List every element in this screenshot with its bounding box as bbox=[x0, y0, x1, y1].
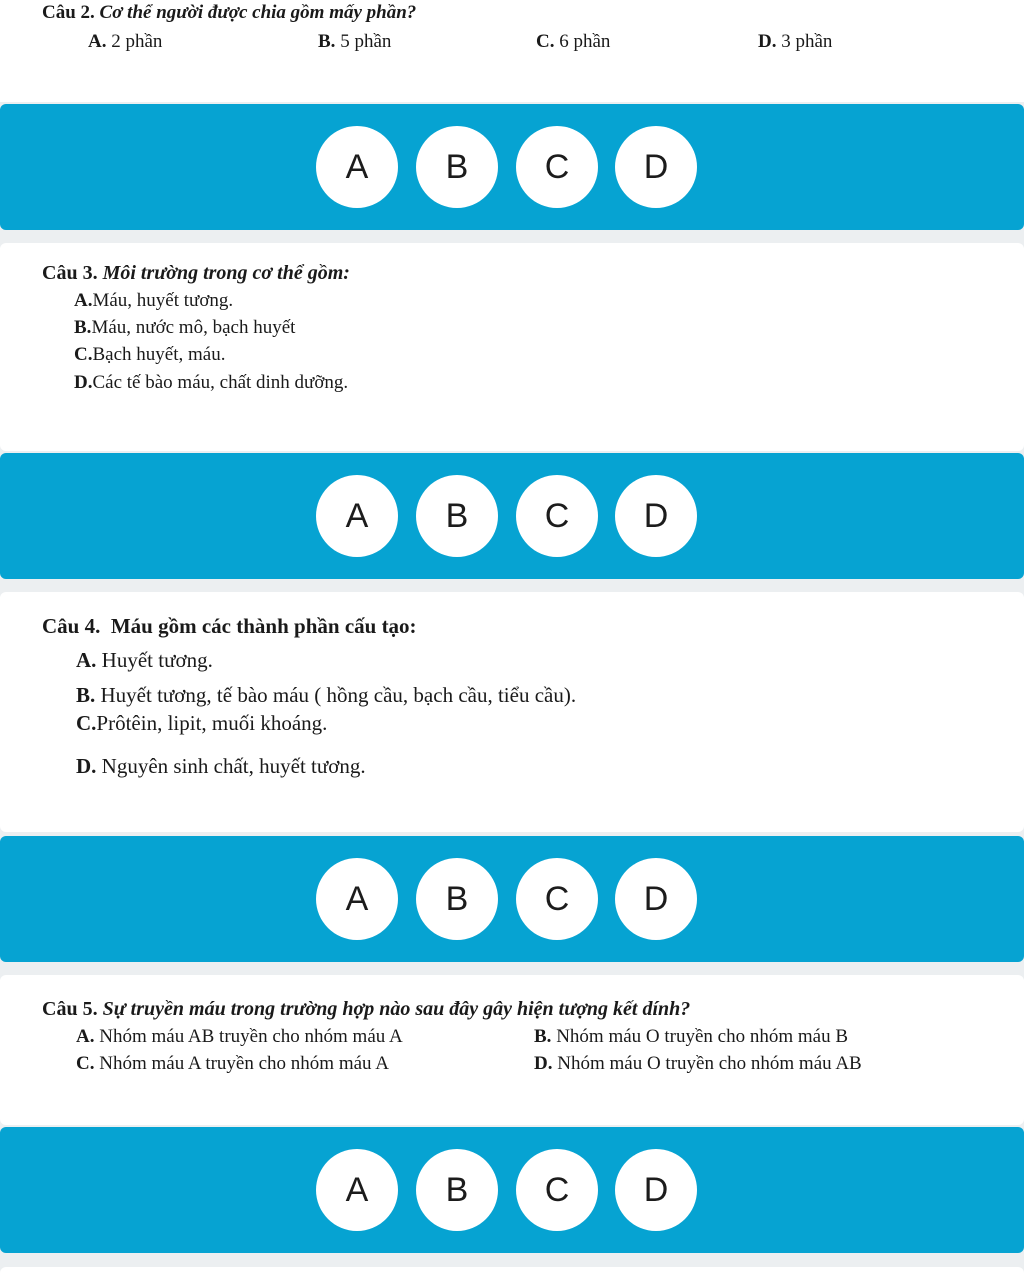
option-b: B.Máu, nước mô, bạch huyết bbox=[74, 317, 296, 338]
option-d: D.Các tế bào máu, chất dinh dưỡng. bbox=[74, 372, 349, 393]
answer-bar-question-3 bbox=[0, 453, 1024, 579]
option-c: C. Nhóm máu A truyền cho nhóm máu A bbox=[76, 1053, 389, 1074]
question-card-4 bbox=[0, 592, 1024, 832]
question-title bbox=[42, 262, 350, 285]
option-c: C. 6 phần bbox=[536, 31, 611, 52]
answer-c-button[interactable]: C bbox=[516, 126, 598, 208]
question-text: Máu gồm các thành phần cấu tạo: bbox=[110, 614, 417, 638]
answer-a-button[interactable]: A bbox=[316, 475, 398, 557]
question-title bbox=[42, 2, 416, 24]
option-d: D. Nguyên sinh chất, huyết tương. bbox=[76, 754, 366, 778]
option-a: A.Máu, huyết tương. bbox=[74, 290, 234, 311]
question-number: Câu 4. bbox=[42, 614, 101, 638]
question-number: Câu 5. bbox=[42, 998, 98, 1020]
answer-bar-question-5 bbox=[0, 1127, 1024, 1253]
question-text: Môi trường trong cơ thể gồm: bbox=[102, 262, 350, 284]
option-d: D. 3 phần bbox=[758, 31, 833, 52]
answer-b-button[interactable]: B bbox=[416, 858, 498, 940]
question-card-2 bbox=[0, 0, 1024, 102]
option-c: C.Bạch huyết, máu. bbox=[74, 344, 226, 365]
answer-c-button[interactable]: C bbox=[516, 858, 598, 940]
question-title bbox=[42, 614, 417, 639]
answer-bar-question-4 bbox=[0, 836, 1024, 962]
answer-a-button[interactable]: A bbox=[316, 858, 398, 940]
question-card-5 bbox=[0, 975, 1024, 1125]
option-a: A. Nhóm máu AB truyền cho nhóm máu A bbox=[76, 1026, 403, 1047]
answer-d-button[interactable]: D bbox=[615, 126, 697, 208]
answer-c-button[interactable]: C bbox=[516, 1149, 598, 1231]
question-title bbox=[42, 998, 690, 1021]
option-b: B. Nhóm máu O truyền cho nhóm máu B bbox=[534, 1026, 849, 1047]
option-a: A. 2 phần bbox=[88, 31, 163, 52]
answer-d-button[interactable]: D bbox=[615, 858, 697, 940]
answer-c-button[interactable]: C bbox=[516, 475, 598, 557]
question-number: Câu 3. bbox=[42, 262, 98, 284]
answer-b-button[interactable]: B bbox=[416, 475, 498, 557]
option-c: C.Prôtêin, lipit, muối khoáng. bbox=[76, 711, 328, 735]
answer-b-button[interactable]: B bbox=[416, 1149, 498, 1231]
question-text: Sự truyền máu trong trường hợp nào sau đây gây hiện tượng kết dính? bbox=[102, 998, 691, 1020]
question-text: Cơ thể người được chia gồm mấy phần? bbox=[99, 2, 417, 23]
question-number: Câu 2. bbox=[42, 2, 95, 23]
option-b: B. Huyết tương, tế bào máu ( hồng cầu, bạch cầu, tiểu cầu). bbox=[76, 683, 577, 707]
answer-bar-question-2 bbox=[0, 104, 1024, 230]
answer-a-button[interactable]: A bbox=[316, 1149, 398, 1231]
answer-a-button[interactable]: A bbox=[316, 126, 398, 208]
option-d: D. Nhóm máu O truyền cho nhóm máu AB bbox=[534, 1053, 862, 1074]
answer-d-button[interactable]: D bbox=[615, 1149, 697, 1231]
answer-b-button[interactable]: B bbox=[416, 126, 498, 208]
option-a: A. Huyết tương. bbox=[76, 648, 213, 672]
answer-d-button[interactable]: D bbox=[615, 475, 697, 557]
option-b: B. 5 phần bbox=[318, 31, 392, 52]
question-card-3 bbox=[0, 243, 1024, 451]
next-question-card bbox=[0, 1267, 1024, 1280]
